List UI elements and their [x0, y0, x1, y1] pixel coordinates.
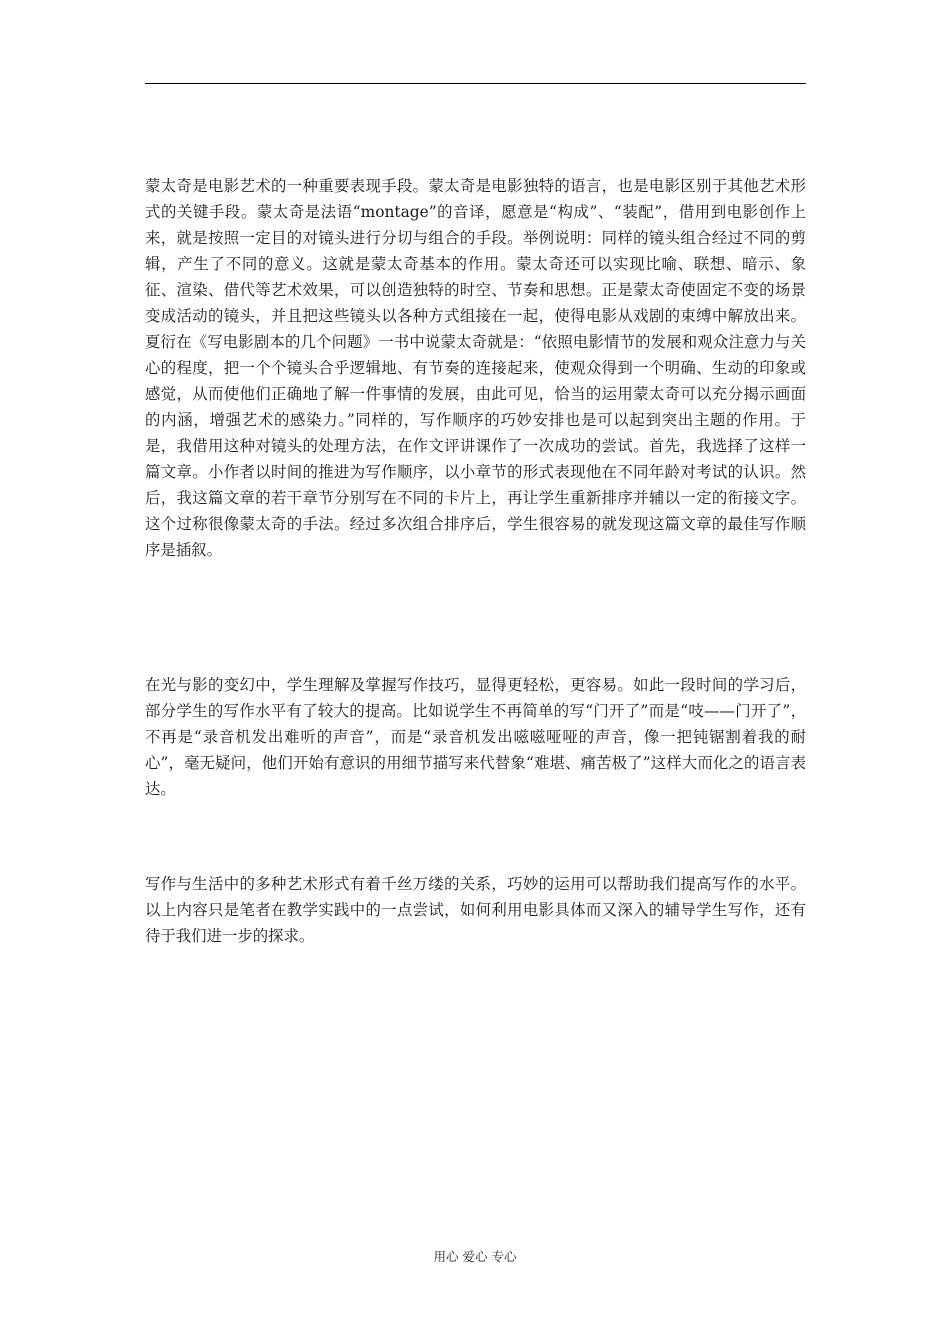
paragraph-montage: 蒙太奇是电影艺术的一种重要表现手段。蒙太奇是电影独特的语言，也是电影区别于其他艺术形式的关键手段。蒙太奇是法语“montage”的音译，愿意是“构成”、“装配”，借用到电影创作上来，就是按照一定目的对镜头进行分切与组合的手段。举例说明：同样的镜头组合经过不同的剪辑，产生了不同的意义。这就是蒙太奇基本的作用。蒙太奇还可以实现比喻、联想、暗示、象征、渲染、借代等艺术效果，可以创造独特的时空、节奏和思想。正是蒙太奇使固定不变的场景变成活动的镜头，并且把这些镜头以各种方式组接在一起，使得电影从戏剧的束缚中解放出来。夏衍在《写电影剧本的几个问题》一书中说蒙太奇就是：“依照电影情节的发展和观众注意力与关心的程度，把一个个镜头合乎逻辑地、有节奏的连接起来，使观众得到一个明确、生动的印象或感觉，从而使他们正确地了解一件事情的发展，由此可见，恰当的运用蒙太奇可以充分揭示画面的内涵，增强艺术的感染力。”同样的，写作顺序的巧妙安排也是可以起到突出主题的作用。于是，我借用这种对镜头的处理方法，在作文评讲课作了一次成功的尝试。首先，我选择了这样一篇文章。小作者以时间的推进为写作顺序，以小章节的形式表现他在不同年龄对考试的认识。然后，我这篇文章的若干章节分别写在不同的卡片上，再让学生重新排序并辅以一定的衔接文字。这个过称很像蒙太奇的手法。经过多次组合排序后，学生很容易的就发现这篇文章的最佳写作顺序是插叙。	[145, 177, 806, 559]
header-rule	[145, 83, 806, 84]
page-footer: 用心 爱心 专心	[433, 1249, 517, 1264]
paragraph-light-shadow: 在光与影的变幻中，学生理解及掌握写作技巧，显得更轻松，更容易。如此一段时间的学习后，部分学生的写作水平有了较大的提高。比如说学生不再简单的写“门开了”而是“吱——门开了”，不再是“录音机发出难听的声音”，而是“录音机发出嗞嗞哑哑的声音，像一把钝锯割着我的耐心”，毫无疑问，他们开始有意识的用细节描写来代替象“难堪、痛苦极了”这样大而化之的语言表达。	[145, 676, 806, 798]
paragraph-conclusion: 写作与生活中的多种艺术形式有着千丝万缕的关系，巧妙的运用可以帮助我们提高写作的水平。以上内容只是笔者在教学实践中的一点尝试，如何利用电影具体而又深入的辅导学生写作，还有待于我们进一步的探求。	[145, 875, 806, 945]
